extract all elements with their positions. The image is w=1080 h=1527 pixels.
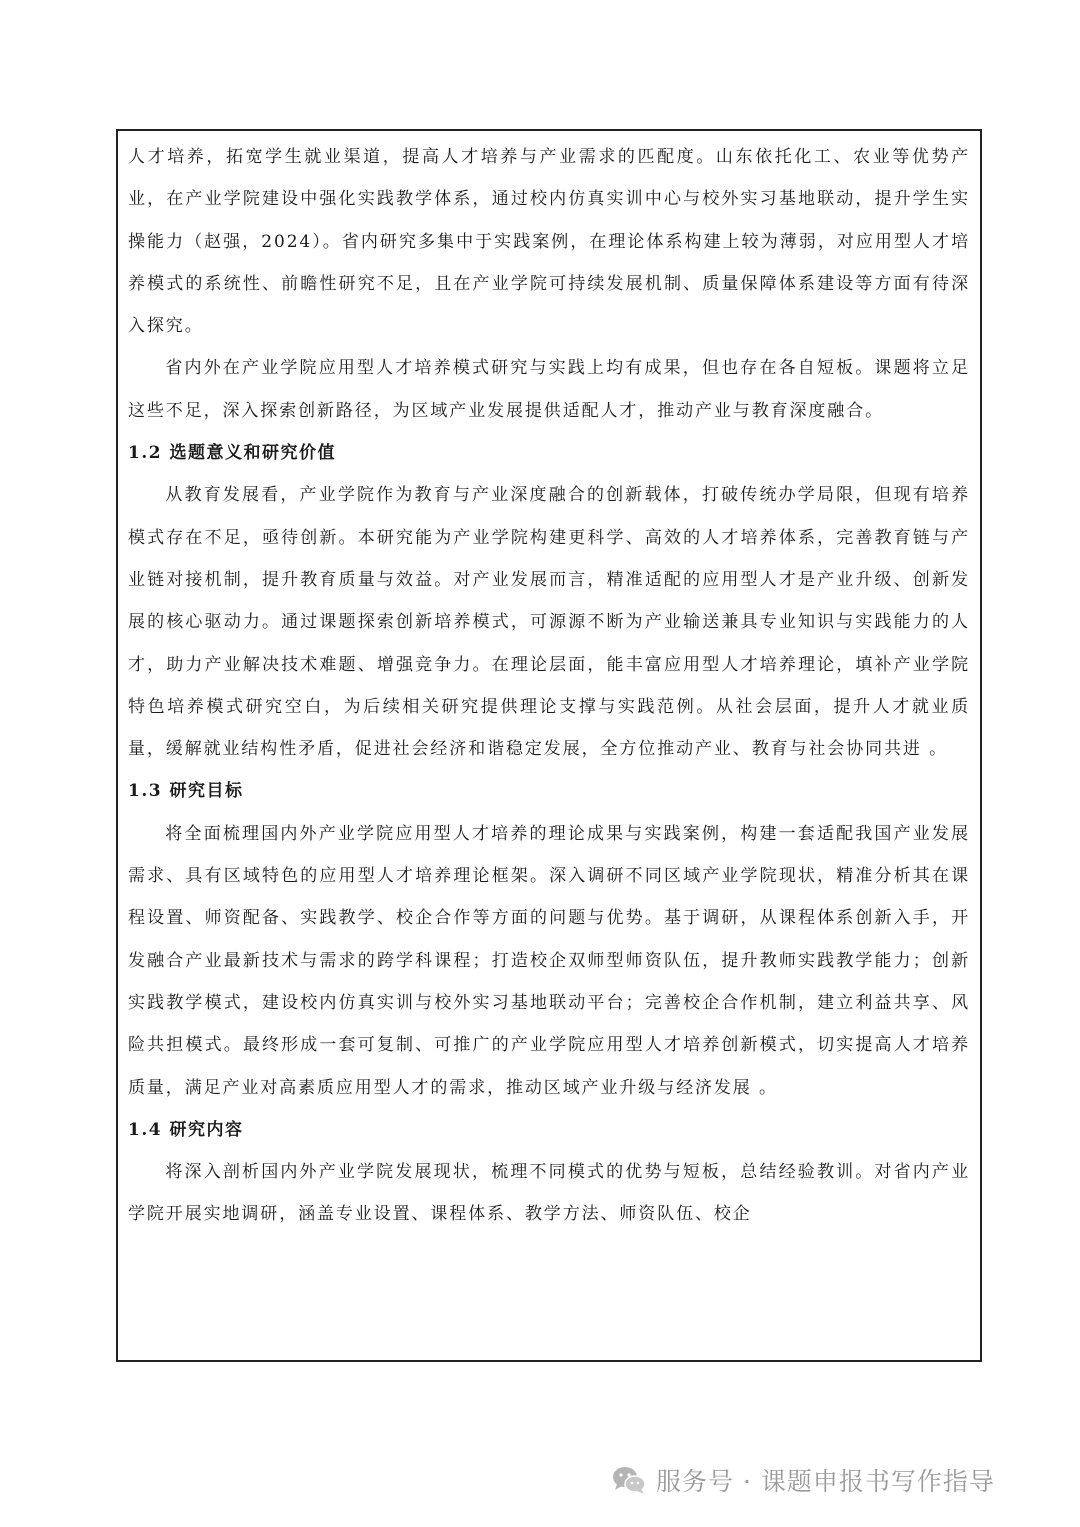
document-content bbox=[128, 136, 970, 1236]
section-heading-1-3: 1.3 研究目标 bbox=[128, 781, 244, 802]
paragraph-significance: 从教育发展看，产业学院作为教育与产业深度融合的创新载体，打破传统办学局限，但现有培养模式存在不足，亟待创新。本研究能为产业学院构建更科学、高效的人才培养体系，完善教育链与产业链对接机制，提升教育质量与效益。对产业发展而言，精准适配的应用型人才是产业升级、创新发展的核心驱动力。通过课题探索创新培养模式，可源源不断为产业输送兼具专业知识与实践能力的人才，助力产业解决技术难题、增强竞争力。在理论层面，能丰富应用型人才培养理论，填补产业学院特色培养模式研究空白，为后续相关研究提供理论支撑与实践范例。从社会层面，提升人才就业质量，缓解就业结构性矛盾，促进社会经济和谐稳定发展，全方位推动产业、教育与社会协同共进 。 bbox=[128, 485, 970, 760]
watermark-text: 服务号 · 课题申报书写作指导 bbox=[656, 1467, 995, 1496]
paragraph-objectives: 将全面梳理国内外产业学院应用型人才培养的理论成果与实践案例，构建一套适配我国产业发展需求、具有区域特色的应用型人才培养理论框架。深入调研不同区域产业学院现状，精准分析其在课程设置、师资配备、实践教学、校企合作等方面的问题与优势。基于调研，从课程体系创新入手，开发融合产业最新技术与需求的跨学科课程；打造校企双师型师资队伍，提升教师实践教学能力；创新实践教学模式，建设校内仿真实训与校外实习基地联动平台；完善校企合作机制，建立利益共享、风险共担模式。最终形成一套可复制、可推广的产业学院应用型人才培养创新模式，切实提高人才培养质量，满足产业对高素质应用型人才的需求，推动区域产业升级与经济发展 。 bbox=[128, 823, 970, 1098]
paragraph-summary: 省内外在产业学院应用型人才培养模式研究与实践上均有成果，但也存在各自短板。课题将立足这些不足，深入探索创新路径，为区域产业发展提供适配人才，推动产业与教育深度融合。 bbox=[128, 358, 970, 421]
document-frame bbox=[116, 129, 982, 1362]
paragraph-regional-research: 人才培养，拓宽学生就业渠道，提高人才培养与产业需求的匹配度。山东依托化工、农业等优势产业，在产业学院建设中强化实践教学体系，通过校内仿真实训中心与校外实习基地联动，提升学生实操能力（赵强，2024）。省内研究多集中于实践案例，在理论体系构建上较为薄弱，对应用型人才培养模式的系统性、前瞻性研究不足，且在产业学院可持续发展机制、质量保障体系建设等方面有待深入探究。 bbox=[128, 147, 970, 337]
section-heading-1-2: 1.2 选题意义和研究价值 bbox=[128, 443, 336, 464]
watermark bbox=[612, 1460, 995, 1500]
wechat-icon bbox=[612, 1465, 646, 1495]
paragraph-content: 将深入剖析国内外产业学院发展现状，梳理不同模式的优势与短板，总结经验教训。对省内产业学院开展实地调研，涵盖专业设置、课程体系、教学方法、师资队伍、校企 bbox=[128, 1162, 970, 1225]
section-heading-1-4: 1.4 研究内容 bbox=[128, 1119, 244, 1140]
